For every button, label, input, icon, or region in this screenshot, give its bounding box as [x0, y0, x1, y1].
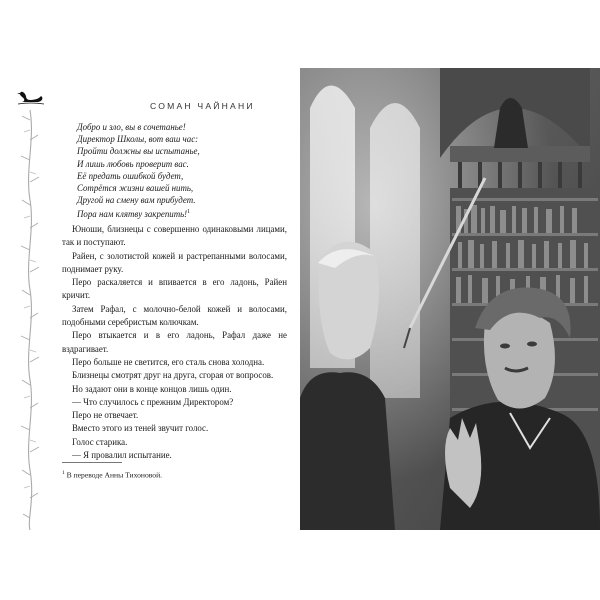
paragraph: Затем Рафал, с молочно-белой кожей и волосами, подобными серебристым колючкам. [62, 303, 287, 328]
left-figure [300, 372, 395, 530]
verse-block [77, 121, 277, 221]
paragraph: Перо больше не светится, его сталь снова холодна. [72, 356, 265, 367]
illustration [300, 68, 600, 530]
verse-line: Её предать ошибкой будет, [77, 170, 184, 181]
swan-icon [16, 90, 46, 108]
paragraph: Перо не отвечает. [72, 410, 139, 421]
paragraph: Перо втыкается и в его ладонь, Рафал даже не вздрагивает. [62, 330, 287, 354]
illustration-art [300, 68, 600, 530]
prose-block [62, 223, 287, 462]
verse-line: Добро и зло, вы в сочетанье! [77, 122, 186, 132]
footnote-rule [62, 462, 122, 463]
paragraph: Райен, с золотистой кожей и растрепанными волосами, поднимает руку. [62, 250, 287, 274]
paragraph: Но задают они в конце концов лишь один. [72, 383, 232, 394]
paragraph: Близнецы смотрят друг на друга, сгорая от вопросов. [72, 370, 274, 381]
balcony [450, 146, 590, 162]
verse-line: Директор Школы, вот ваш час: [77, 134, 199, 145]
paragraph: — Я провалил испытание. [72, 450, 172, 461]
footnote [62, 470, 162, 480]
paragraph: Вместо этого из теней звучит голос. [72, 423, 209, 434]
thorn-vine-ornament [18, 110, 42, 530]
footnote-mark: 1 [62, 470, 65, 476]
paragraph: Голос старика. [72, 436, 128, 447]
running-head: СОМАН ЧАЙНАНИ [150, 101, 255, 111]
paragraph: Перо раскаляется и впивается в его ладонь, Райен кричит. [62, 277, 287, 301]
footnote-text: В переводе Анны Тихоновой. [66, 470, 163, 480]
verse-line: Другой на смену вам прибудет. [77, 195, 196, 206]
verse-line: Пора нам клятву закрепить!$^1$ [77, 209, 191, 220]
verse-line: И лишь любовь проверит вас. [77, 158, 189, 169]
paragraph: — Что случилось с прежним Директором? [72, 396, 234, 407]
verse-line: Пройти должны вы испытанье, [77, 146, 200, 157]
footnote-ref: 1 [187, 209, 191, 216]
verse-line: Сотрётся жизни вашей нить, [77, 183, 194, 194]
paragraph: Юноши, близнецы с совершенно одинаковыми лицами, так и поступают. [62, 224, 287, 248]
